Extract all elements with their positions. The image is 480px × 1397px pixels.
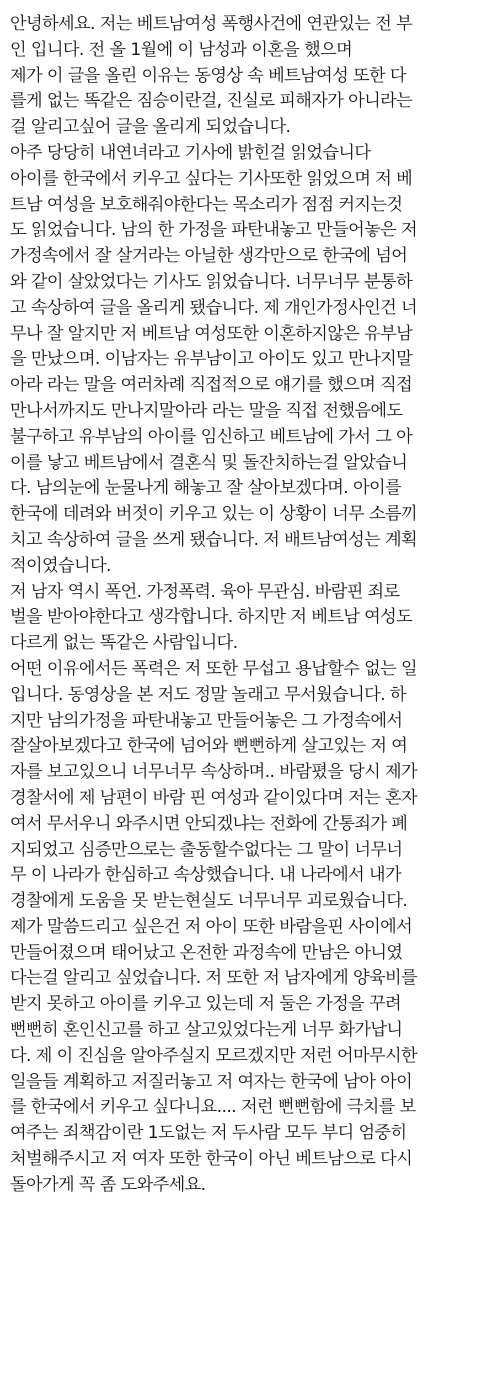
- text-line: 다. 제 이 진심을 알아주실지 모르겠지만 저런 어마무시한: [10, 1045, 417, 1066]
- text-line: 다. 남의눈에 눈물나게 해놓고 잘 살아보겠다며. 아이를: [10, 478, 401, 499]
- text-line: 제가 말씀드리고 싶은건 저 아이 또한 바람을핀 사이에서: [10, 916, 413, 937]
- text-line: 지되었고 심증만으로는 출동할수없다는 그 말이 너무너: [10, 839, 403, 860]
- text-line: 와 같이 살았었다는 기사도 읽었습니다. 너무너무 분통하: [10, 271, 413, 292]
- text-line: 안녕하세요. 저는 베트남여성 폭행사건에 연관있는 전 부: [10, 14, 413, 34]
- text-line: 트남 여성을 보호해줘야한다는 목소리가 점점 커지는것: [10, 194, 403, 215]
- text-line: 일을들 계획하고 저질러놓고 저 여자는 한국에 남아 아이: [10, 1071, 413, 1092]
- text-line: 경찰서에 제 남편이 바람 핀 여성과 같이있다며 저는 혼자: [10, 787, 417, 808]
- text-line: 받지 못하고 아이를 키우고 있는데 저 둘은 가정을 꾸려: [10, 994, 401, 1015]
- text-line: 무 이 나라가 한심하고 속상했습니다. 내 나라에서 내가: [10, 865, 401, 886]
- text-line: 다는걸 알리고 싶었습니다. 저 또한 저 남자에게 양육비를: [10, 968, 417, 989]
- text-line: 다르게 없는 똑같은 사람입니다.: [10, 633, 238, 654]
- text-line: 지만 남의가정을 파탄내놓고 만들어놓은 그 가정속에서: [10, 710, 403, 731]
- text-line: 도 읽었습니다. 남의 한 가정을 파탄내놓고 만들어놓은 저: [10, 220, 417, 241]
- text-line: 입니다. 동영상을 본 저도 정말 놀래고 무서웠습니다. 하: [10, 684, 406, 705]
- text-line: 아라 라는 말을 여러차례 직접적으로 얘기를 했으며 직접: [10, 375, 413, 396]
- text-line: 불구하고 유부남의 아이를 임신하고 베트남에 가서 그 아: [10, 426, 413, 447]
- text-line: 자를 보고있으니 너무너무 속상하며.. 바람폈을 당시 제가: [10, 762, 417, 783]
- text-line: 돌아가게 꼭 좀 도와주세요.: [10, 1174, 206, 1195]
- text-line: 을 만났으며. 이남자는 유부남이고 아이도 있고 만나지말: [10, 349, 413, 370]
- text-line: 뻔뻔히 혼인신고를 하고 살고있었다는게 너무 화가납니: [10, 1020, 403, 1041]
- text-line: 한국에 데려와 버젓이 키우고 있는 이 상황이 너무 소름끼: [10, 504, 417, 525]
- text-line: 여서 무서우니 와주시면 안되겠냐는 전화에 간통죄가 폐: [10, 813, 408, 834]
- text-line: 무나 잘 알지만 저 베트남 여성또한 이혼하지않은 유부남: [10, 323, 413, 344]
- text-line: 를게 없는 똑같은 짐승이란걸, 진실로 피해자가 아니라는: [10, 91, 413, 112]
- text-line: 적이였습니다.: [10, 555, 111, 576]
- text-line: 벌을 받아야한다고 생각합니다. 하지만 저 베트남 여성도: [10, 607, 413, 628]
- text-line: 어떤 이유에서든 폭력은 저 또한 무섭고 용납할수 없는 일: [10, 658, 417, 679]
- text-line: 제가 이 글을 올린 이유는 동영상 속 베트남여성 또한 다: [10, 65, 406, 86]
- text-line: 저 남자 역시 폭언. 가정폭력. 육아 무관심. 바람핀 죄로: [10, 581, 400, 602]
- text-line: 를 한국에서 키우고 싶다니요.... 저런 뻔뻔함에 극치를 보: [10, 1097, 416, 1118]
- text-line: 만들어졌으며 태어났고 온전한 과정속에 만남은 아니였: [10, 942, 403, 963]
- text-line: 처벌해주시고 저 여자 또한 한국이 아닌 베트남으로 다시: [10, 1149, 413, 1170]
- text-line: 만나서까지도 만나지말아라 라는 말을 직접 전했음에도: [10, 400, 403, 421]
- text-line: 아이를 한국에서 키우고 싶다는 기사또한 읽었으며 저 베: [10, 168, 413, 189]
- text-line: 가정속에서 잘 살거라는 아닐한 생각만으로 한국에 넘어: [10, 246, 408, 267]
- text-line: 여주는 죄책감이란 1도없는 저 두사람 모두 부디 엄중히: [10, 1123, 407, 1144]
- text-line: 이를 낳고 베트남에서 결혼식 및 돌잔치하는걸 알았습니: [10, 452, 408, 473]
- text-line: 고 속상하여 글을 올리게 됐습니다. 제 개인가정사인건 너: [10, 297, 417, 318]
- text-line: 아주 당당히 내연녀라고 기사에 밝힌걸 읽었습니다: [10, 142, 371, 163]
- text-line: 인 입니다. 전 올 1월에 이 남성과 이혼을 했으며: [10, 39, 353, 60]
- text-line: 경찰에게 도움을 못 받는현실도 너무너무 괴로웠습니다.: [10, 891, 408, 912]
- text-line: 걸 알리고싶어 글을 올리게 되었습니다.: [10, 117, 291, 138]
- text-line: 잘살아보겠다고 한국에 넘어와 뻔뻔하게 살고있는 저 여: [10, 736, 408, 757]
- text-line: 치고 속상하여 글을 쓰게 됐습니다. 저 배트남여성는 계획: [10, 529, 417, 550]
